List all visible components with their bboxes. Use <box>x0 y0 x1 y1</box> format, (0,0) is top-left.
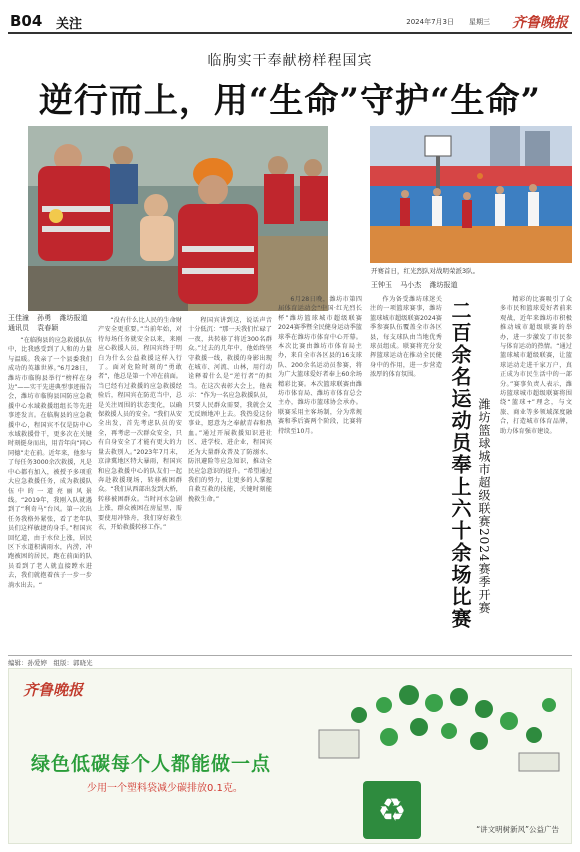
public-service-ad <box>8 668 572 844</box>
ad-logo: 齐鲁晚报 <box>23 681 84 699</box>
article2-column-1: 6月28日晚，潍坊市第四届体育运动会“中国·红光烈长杯”潍坊篮球城市超级联赛2024赛季暨全民健身运动季篮球季在潍坊市体育中心开幕。本次比赛由潍坊市体育局主办，来自全市各区县的16支球队、200余名运动员参赛，将为广大篮球爱好者奉上60余场精彩比赛。本次篮球联赛由潍坊市体育局、潍坊市体育总会主办，潍坊市篮球协会承办。联赛采用主客场制，分为常规赛和季后赛两个阶段，比赛将持续至10月。 <box>278 296 362 435</box>
rescue-photo <box>28 126 328 311</box>
article1-column-1: “在临朐县的应急救援队伍中，比我感受到了人和的力量与温暖。我亲了一个县委我们成功的英雄世界。”6月28日，潍坊市临朐县举行“榜样在身边”——实干先进典型事迹报告会，潍坊市临朐县国防应急救援中心水域救援组组长等先进事迹发言。在临朐县的应急救援中心，程国宾不仅是防中心水域救援骨干，更多次在关键时刻挺身而出，用青年向“同心同德”走在前。近年来，他参与了每任务3000余次救援，凡是中心都有加入，被授予多项重大应急救援任务，成为救援队伍中的一道亮丽风景线。“2019年，我刚入队就遇到了“利奇马”台风。第一次出任务我格外紧张，看了老年队员们这样敏捷的身手。”程国宾回忆道，由于水位上涨，居民区下水道积满雨水，内涝，冲跑被困的居民，跑在前面的队员看到了老人就直接蹚水进去，我们就抱着孩子一步一步淌水出去。“ <box>8 337 92 589</box>
article1-column-2: “没有什么比人民的生命财产安全更重要。”当前年始，对待每场任务就安全以来，来刚应心救援人员，程国宾终于明白为什么公益救援这样入行了。面对危险时刻的“勇敢者”，他总是第一个冲在前面。当已经有过救援的应急救援经验后，程国宾在防范当中，总是关注周围的状态变化，以确保救援人员的安全。“我们从安全出发，首先考虑队员的安全，再考虑一次群众安全，只有自身安全了才能有更大的力量去救别人。”2023年7月末，京津冀地区特大暴雨，程国宾和应急救援中心的队友们一起奔赴救援现场，转移被困群众。“我们从西部出发到大桥，转移被困群众。当时河水急剧上涨，群众被困在房屋里，需要使用冲锋舟，我们穿好救生衣，开始救援转移工作。” <box>98 317 182 531</box>
reporter-station: 潍坊报道 <box>429 281 458 289</box>
ad-slogan: 绿色低碳每个人都能做一点 <box>31 753 272 775</box>
recycle-icon <box>363 781 421 839</box>
ad-subtext: 少用一个塑料袋减少碳排放0.1克。 <box>87 783 243 794</box>
article2-headline: 二百余名运动员奉上六十余场比赛 <box>448 300 472 630</box>
article1-column-3: 程国宾讲到这，说话声音十分低沉：“那一天我们忙碌了一夜，共转移了将近300名群众。”过去的几年中，他始终坚守救援一线，救援的身影出现在城市、河流、山林，用行动诠释着什么是“逆行者”的担当。在这次表彰大会上，他表示：“作为一名应急救援队员，只要人民群众需要，我就会义无反顾地冲上去。我热爱这份事业，愿意为之奉献青春和热血。”通过开展救援知识进社区、进学校、进企业，程国宾还为大量群众普及了防溺水、防汛避险等应急知识，推动全民应急意识的提升。“希望通过我们的努力，让更多的人掌握自救互救的技能，关键时刻能挽救生命。” <box>188 317 272 503</box>
editor-credits: 编辑：孙爱婷 组版：郭晓光 <box>8 655 572 667</box>
correspondent-label: 通讯员 <box>8 324 29 332</box>
reporter-name: 王钟玉 <box>371 281 392 289</box>
article2-subheadline: 潍坊篮球城市超级联赛2024赛季开赛 <box>477 398 491 615</box>
article2-column-3: 精彩的比赛吸引了众多市民和篮球爱好者前来观战，近年来潍坊市积极推动城市超级联赛的举办，进一步激发了市民参与体育运动的热情。“通过篮球城市超级联赛，让篮球运动走进千家万户，真正成为市民生活中的一部分。”赛事负责人表示，潍坊篮球城市超级联赛将围绕“篮球+”理念，与文旅、商业等多领域深度融合，打造城市体育品牌，助力体育强市建设。 <box>500 296 572 435</box>
article-title: 逆行而上，用“生命”守护“生命” <box>38 81 542 121</box>
reporter-name-2: 孙勇 <box>37 314 52 322</box>
ad-credit: “讲文明树新风”公益广告 <box>476 825 559 834</box>
correspondent-name: 袁春颖 <box>37 324 59 332</box>
reporter-name: 王佳潼 <box>8 314 29 322</box>
eco-icons-illustration <box>259 675 569 775</box>
page-number: B04 <box>10 12 43 30</box>
svg-text:♻: ♻ <box>377 791 407 829</box>
article1-byline <box>8 313 93 333</box>
newspaper-brand: 齐鲁晚报 <box>512 15 568 31</box>
article2-column-2: 作为备受潍坊球迷关注的一项篮球赛事，潍坊篮球城市超级联赛2024赛季参赛队伍覆盖全市各区县，每支球队由当地优秀球员组成。联赛将充分发挥篮球运动在推动全民健身中的作用，进一步营造浓厚的体育氛围。 <box>370 296 442 379</box>
issue-weekday: 星期三 <box>469 18 490 26</box>
reporter-name-2: 马小杰 <box>400 281 422 289</box>
basketball-photo-caption: 开赛首日，红光烈队对战明荣派3队。 <box>371 267 480 275</box>
reporter-station: 潍坊报道 <box>59 314 88 322</box>
section-name: 关注 <box>56 17 83 32</box>
page-header <box>8 6 572 34</box>
article2-byline <box>371 280 463 290</box>
article-subtitle: 临朐实干奉献榜样程国宾 <box>207 53 373 69</box>
basketball-photo <box>370 126 572 263</box>
issue-date: 2024年7月3日 <box>406 18 454 26</box>
